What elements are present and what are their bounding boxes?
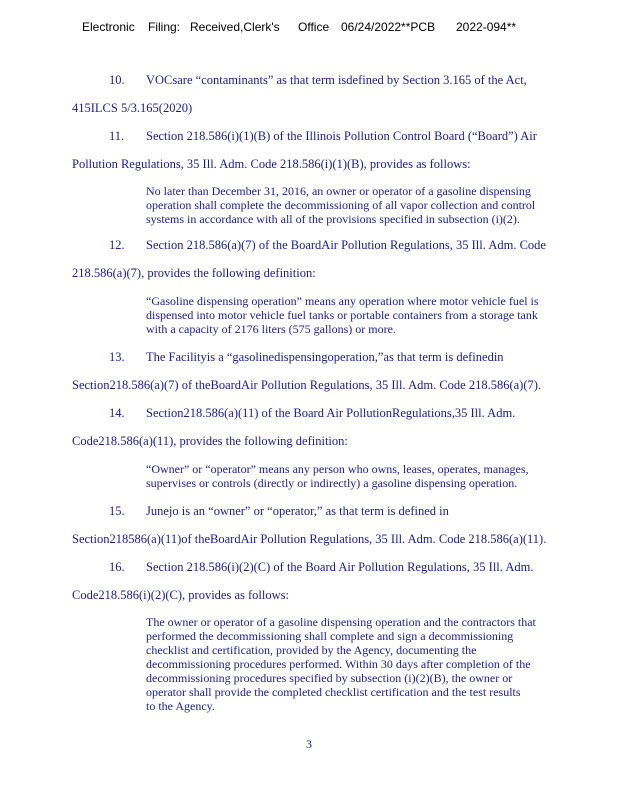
quote-line: operator shall provide the completed checklist certification and the test results [146,685,521,699]
block-quote [146,184,586,226]
quote-line: supervises or controls (directly or indirectly) a gasoline dispensing operation. [146,476,518,490]
paragraph-line: Code218.586(i)(2)(C), provides as follows: [72,588,289,602]
paragraph-line: 415ILCS 5/3.165(2020) [72,101,193,115]
quote-line: “Gasoline dispensing operation” means any operation where motor vehicle fuel is [146,294,539,308]
header-date: 06/24/2022**PCB [341,20,436,34]
paragraph-line: 218.586(a)(7), provides the following definition: [72,266,316,280]
paragraph-line: VOCsare “contaminants” as that term isdefined by Section 3.165 of the Act, [146,73,527,87]
paragraph-number: 14. [109,406,125,420]
header-office: Office [298,20,330,34]
page-number: 3 [306,737,312,751]
paragraph-line: Junejo is an “owner” or “operator,” as that term is defined in [146,504,449,518]
block-quote [146,615,586,713]
paragraph-line: Section 218.586(i)(1)(B) of the Illinois Pollution Control Board (“Board”) Air [146,129,537,143]
header-filing: Filing: [148,20,181,34]
quote-line: The owner or operator of a gasoline dispensing operation and the contractors that [146,615,536,629]
paragraph-number: 16. [109,560,125,574]
header-received: Received,Clerk's [190,20,280,34]
paragraph-number: 11. [109,129,125,143]
paragraph-line: Pollution Regulations, 35 Ill. Adm. Code 218.586(i)(1)(B), provides as follows: [72,157,471,171]
paragraph-number: 13. [109,350,125,364]
quote-line: to the Agency. [146,699,215,713]
paragraph-number: 15. [109,504,125,518]
paragraph-line: Code218.586(a)(11), provides the following definition: [72,434,348,448]
header-electronic: Electronic [82,20,135,34]
quote-line: with a capacity of 2176 liters (575 gallons) or more. [146,322,396,336]
paragraph-line: Section 218.586(a)(7) of the BoardAir Pollution Regulations, 35 Ill. Adm. Code [146,238,546,252]
paragraph-number: 10. [109,73,125,87]
quote-line: decommissioning procedures performed. Within 30 days after completion of the [146,657,531,671]
paragraph-number: 12. [109,238,125,252]
quote-line: decommissioning procedures specified by subsection (i)(2)(B), the owner or [146,671,513,685]
quote-line: dispensed into motor vehicle fuel tanks or portable containers from a storage tank [146,308,538,322]
block-quote [146,462,586,490]
quote-line: operation shall complete the decommissioning of all vapor collection and control [146,198,536,212]
paragraph-line: Section218.586(a)(11) of the Board Air PollutionRegulations,35 Ill. Adm. [146,406,516,420]
quote-line: “Owner” or “operator” means any person who owns, leases, operates, manages, [146,462,529,476]
quote-line: performed the decommissioning shall complete and sign a decommissioning [146,629,514,643]
paragraph-line: Section218.586(a)(7) of theBoardAir Pollution Regulations, 35 Ill. Adm. Code 218.586(a)(7). [72,378,542,392]
paragraph-line: The Facilityis a “gasolinedispensingoperation,”as that term is definedin [146,350,504,364]
header-docket: 2022-094** [456,20,517,34]
quote-line: systems in accordance with all of the provisions specified in subsection (i)(2). [146,212,520,226]
quote-line: No later than December 31, 2016, an owner or operator of a gasoline dispensing [146,184,531,198]
filing-header [0,20,618,36]
paragraph-line: Section 218.586(i)(2)(C) of the Board Air Pollution Regulations, 35 Ill. Adm. [146,560,534,574]
paragraph-line: Section218586(a)(11)of theBoardAir Pollution Regulations, 35 Ill. Adm. Code 218.586(a)(11). [72,532,547,546]
quote-line: checklist and certification, provided by the Agency, documenting the [146,643,477,657]
block-quote [146,294,586,336]
